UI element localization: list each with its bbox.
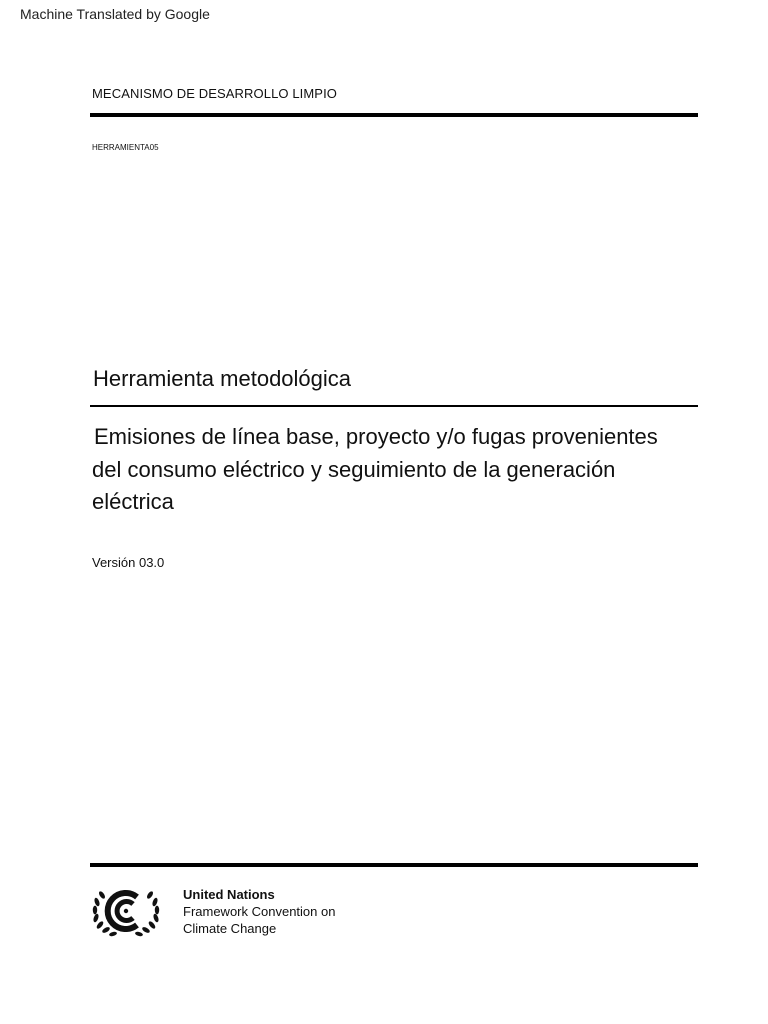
program-title: MECANISMO DE DESARROLLO LIMPIO <box>92 86 337 101</box>
org-name-line-3: Climate Change <box>183 921 277 936</box>
document-type: Herramienta metodológica <box>93 366 352 391</box>
unfccc-emblem-icon <box>90 883 162 939</box>
document-code: HERRAMIENTA05 <box>92 143 159 152</box>
document-version: Versión 03.0 <box>92 555 165 570</box>
organization-name <box>183 886 335 937</box>
org-name-line: United Nations <box>183 887 275 902</box>
title-divider <box>90 405 698 407</box>
header-divider <box>90 113 698 117</box>
footer-divider <box>90 863 698 867</box>
org-name-line-2: Framework Convention on <box>183 904 336 919</box>
document-title: Emisiones de línea base, proyecto y/o fugas provenientes del consumo eléctrico y seguimiento de la generación eléctrica <box>92 424 658 514</box>
machine-translation-banner: Machine Translated by Google <box>20 6 210 22</box>
